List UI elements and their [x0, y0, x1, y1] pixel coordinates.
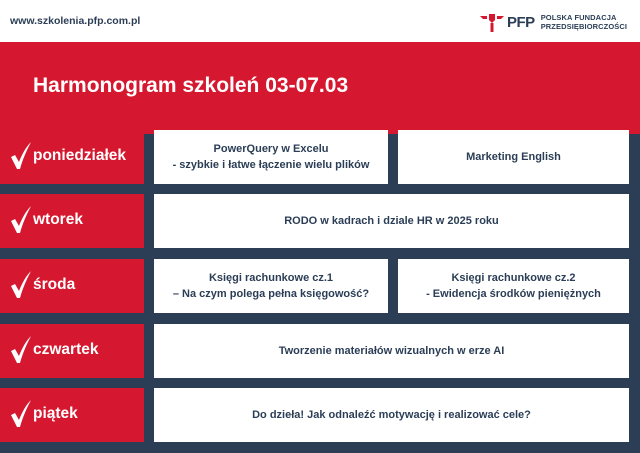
- session-title: Do dzieła! Jak odnaleźć motywację i realizować cele?: [252, 409, 531, 421]
- session-subtitle: - szybkie i łatwe łączenie wielu plików: [172, 159, 370, 171]
- day-label-tuesday: [0, 194, 144, 248]
- session-card: [154, 259, 388, 313]
- day-label-wednesday: [0, 259, 144, 313]
- logo-line2: PRZEDSIĘBIORCZOŚCI: [540, 22, 628, 31]
- day-name: poniedziałek: [33, 147, 127, 164]
- check-icon: [10, 336, 32, 364]
- session-title: Księgi rachunkowe cz.1: [208, 272, 334, 284]
- logo-text: PFP: [507, 13, 535, 31]
- check-icon: [10, 271, 32, 299]
- session-title: Marketing English: [466, 151, 561, 163]
- day-name: wtorek: [33, 211, 83, 228]
- session-card: [154, 388, 629, 442]
- session-card: [398, 130, 629, 184]
- logo-line1: POLSKA FUNDACJA: [540, 13, 617, 22]
- day-name: czwartek: [33, 341, 99, 358]
- session-title: PowerQuery w Excelu: [213, 143, 329, 155]
- session-card: [154, 194, 629, 248]
- session-subtitle: – Na czym polega pełna księgowość?: [172, 288, 370, 300]
- day-name: piątek: [33, 405, 78, 422]
- session-card: [154, 324, 629, 378]
- title-banner: [0, 42, 640, 134]
- day-name: środa: [33, 276, 76, 293]
- session-title: Księgi rachunkowe cz.2: [451, 272, 576, 284]
- logo-fullname: [541, 13, 627, 31]
- page-title: Harmonogram szkoleń 03-07.03: [33, 74, 349, 97]
- check-icon: [10, 206, 32, 234]
- session-title: Tworzenie materiałów wizualnych w erze AI: [278, 345, 505, 357]
- day-label-friday: [0, 388, 144, 442]
- session-card: [154, 130, 388, 184]
- session-subtitle: - Ewidencja środków pieniężnych: [426, 288, 601, 300]
- day-label-thursday: [0, 324, 144, 378]
- pfp-logo-icon: [478, 10, 506, 34]
- pfp-logo: [478, 9, 627, 35]
- session-card: [398, 259, 629, 313]
- day-label-monday: [0, 130, 144, 184]
- top-bar: [0, 0, 640, 42]
- check-icon: [10, 142, 32, 170]
- session-title: RODO w kadrach i dziale HR w 2025 roku: [284, 215, 499, 227]
- site-url-link[interactable]: www.szkolenia.pfp.com.pl: [10, 15, 141, 27]
- check-icon: [10, 400, 32, 428]
